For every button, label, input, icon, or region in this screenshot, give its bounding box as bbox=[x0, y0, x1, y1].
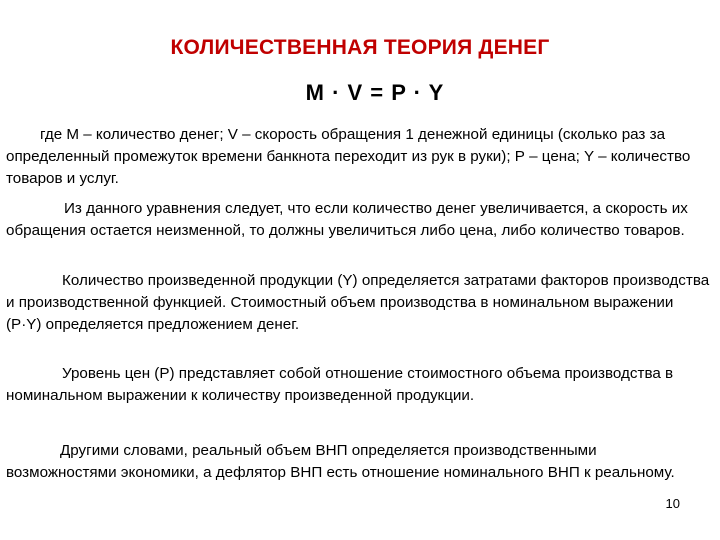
paragraph-text: производственными возможностями экономики, а дефлятор ВНП есть отношение номинального ВНП к реальному. bbox=[6, 442, 675, 481]
paragraph-text: (сколько раз за определенный промежуток времени банкнота переходит из рук в руки); Р – цена; Y – количество товаров и услуг. bbox=[6, 126, 691, 187]
formula: M · V = P · Y bbox=[305, 80, 445, 105]
paragraph-first-line: Количество произведенной продукции (Y) определяется затратами bbox=[62, 272, 537, 289]
paragraph-equation-consequence bbox=[6, 198, 710, 242]
page-number: 10 bbox=[665, 496, 680, 511]
paragraph-first-line: Другими словами, реальный объем ВНП определяется bbox=[60, 442, 450, 459]
paragraph-first-line: где М – количество денег; V – скорость обращения 1 денежной единицы bbox=[40, 126, 554, 143]
paragraph-price-level bbox=[6, 363, 710, 407]
paragraph-text: увеличивается, а скорость их обращения остается неизменной, то должны увеличиться либо цена, либо количество товаров. bbox=[6, 200, 688, 239]
paragraph-definitions bbox=[6, 124, 710, 190]
paragraph-production-volume bbox=[6, 270, 710, 336]
paragraph-text: факторов производства и производственной функцией. Стоимостный объем производства в номинальном выражении (Р·Y) определяется предложением денег. bbox=[6, 272, 710, 333]
paragraph-gnp-deflator bbox=[6, 440, 710, 484]
slide-title: КОЛИЧЕСТВЕННАЯ ТЕОРИЯ ДЕНЕГ bbox=[170, 36, 550, 59]
paragraph-first-line: Уровень цен (Р) представляет собой отношение стоимостного объема bbox=[62, 365, 561, 382]
paragraph-text: производства в номинальном выражении к количеству произведенной продукции. bbox=[6, 365, 674, 404]
paragraph-first-line: Из данного уравнения следует, что если количество денег bbox=[64, 200, 476, 217]
